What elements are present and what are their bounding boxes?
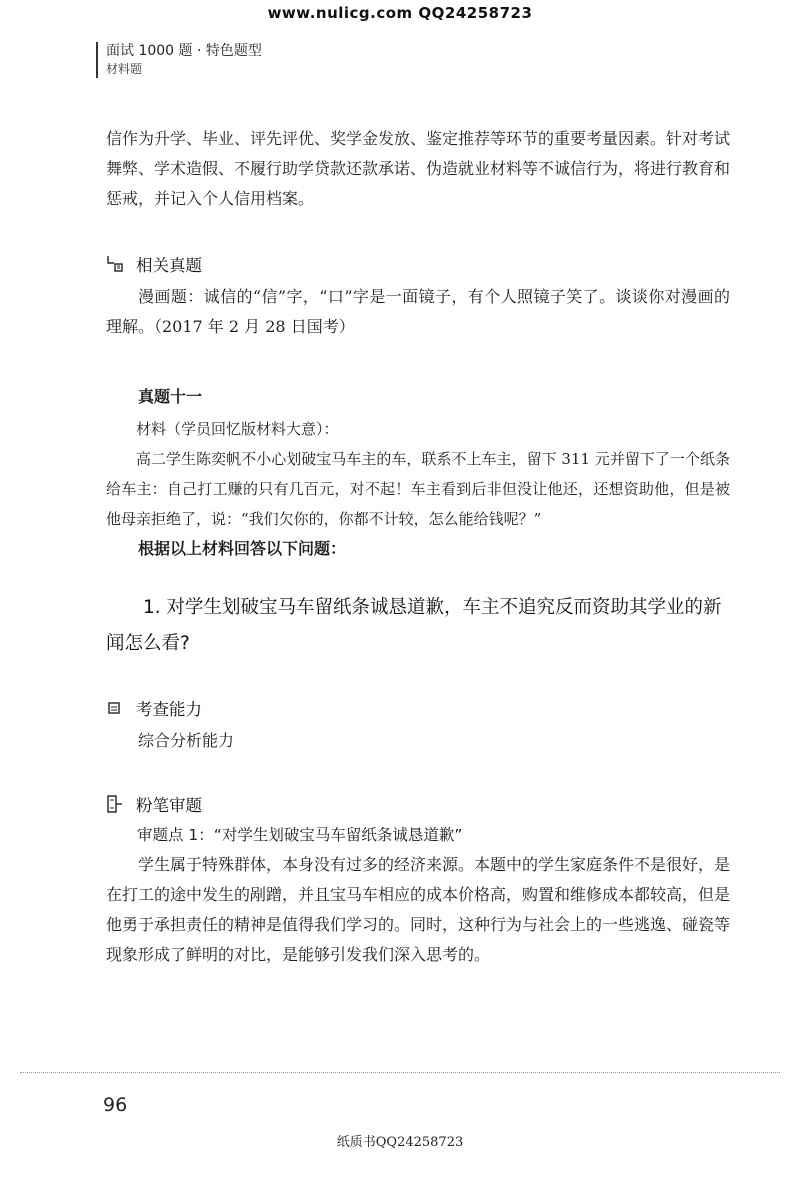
footer-divider bbox=[20, 1072, 780, 1073]
question-text: 1. 对学生划破宝马车留纸条诚恳道歉，车主不追究反而资助其学业的新闻怎么看? bbox=[106, 597, 722, 654]
ability-icon bbox=[106, 699, 124, 717]
related-heading bbox=[106, 252, 730, 276]
watermark-bottom: 纸质书QQ24258723 bbox=[336, 1135, 464, 1150]
material-label: 材料（学员回忆版材料大意）： bbox=[136, 420, 339, 438]
page-content bbox=[106, 124, 730, 970]
running-head bbox=[96, 42, 262, 78]
review-icon bbox=[106, 795, 124, 813]
related-heading-text: 相关真题 bbox=[136, 256, 202, 275]
book-title: 面试 1000 题 · 特色题型 bbox=[106, 43, 262, 59]
watermark-top: www.nulicg.com QQ24258723 bbox=[267, 4, 533, 22]
review-heading bbox=[106, 792, 730, 816]
related-questions-icon bbox=[106, 255, 124, 273]
intro-paragraph: 信作为升学、毕业、评先评优、奖学金发放、鉴定推荐等环节的重要考量因素。针对考试舞弊、学术造假、不履行助学贷款还款承诺、伪造就业材料等不诚信行为，将进行教育和惩戒，并记入个人信用档案。 bbox=[106, 129, 731, 208]
material-text: 高二学生陈奕帆不小心划破宝马车主的车，联系不上车主，留下 311 元并留下了一个纸条给车主：自己打工赚的只有几百元，对不起！车主看到后非但没让他还，还想资助他，但是被他母亲拒绝了，说：“我们欠你的，你都不计较，怎么能给钱呢？” bbox=[106, 450, 730, 528]
review-text: 学生属于特殊群体，本身没有过多的经济来源。本题中的学生家庭条件不是很好，是在打工的途中发生的剐蹭，并且宝马车相应的成本价格高，购置和维修成本都较高，但是他勇于承担责任的精神是值得我们学习的。同时，这种行为与社会上的一些逃逸、碰瓷等现象形成了鲜明的对比，是能够引发我们深入思考的。 bbox=[106, 855, 731, 964]
ability-heading-text: 考查能力 bbox=[136, 700, 202, 719]
related-text: 漫画题：诚信的“信”字，“口”字是一面镜子，有个人照镜子笑了。谈谈你对漫画的理解。（2017 年 2 月 28 日国考） bbox=[106, 287, 730, 336]
review-heading-text: 粉笔审题 bbox=[136, 796, 202, 815]
instruction-text: 根据以上材料回答以下问题： bbox=[138, 539, 347, 558]
ability-heading bbox=[106, 696, 730, 720]
question-title: 真题十一 bbox=[138, 387, 203, 406]
page-number: 96 bbox=[103, 1094, 128, 1116]
section-label: 材料题 bbox=[106, 62, 143, 76]
ability-text: 综合分析能力 bbox=[138, 731, 235, 750]
review-point: 审题点 1：“对学生划破宝马车留纸条诚恳道歉” bbox=[137, 826, 463, 844]
